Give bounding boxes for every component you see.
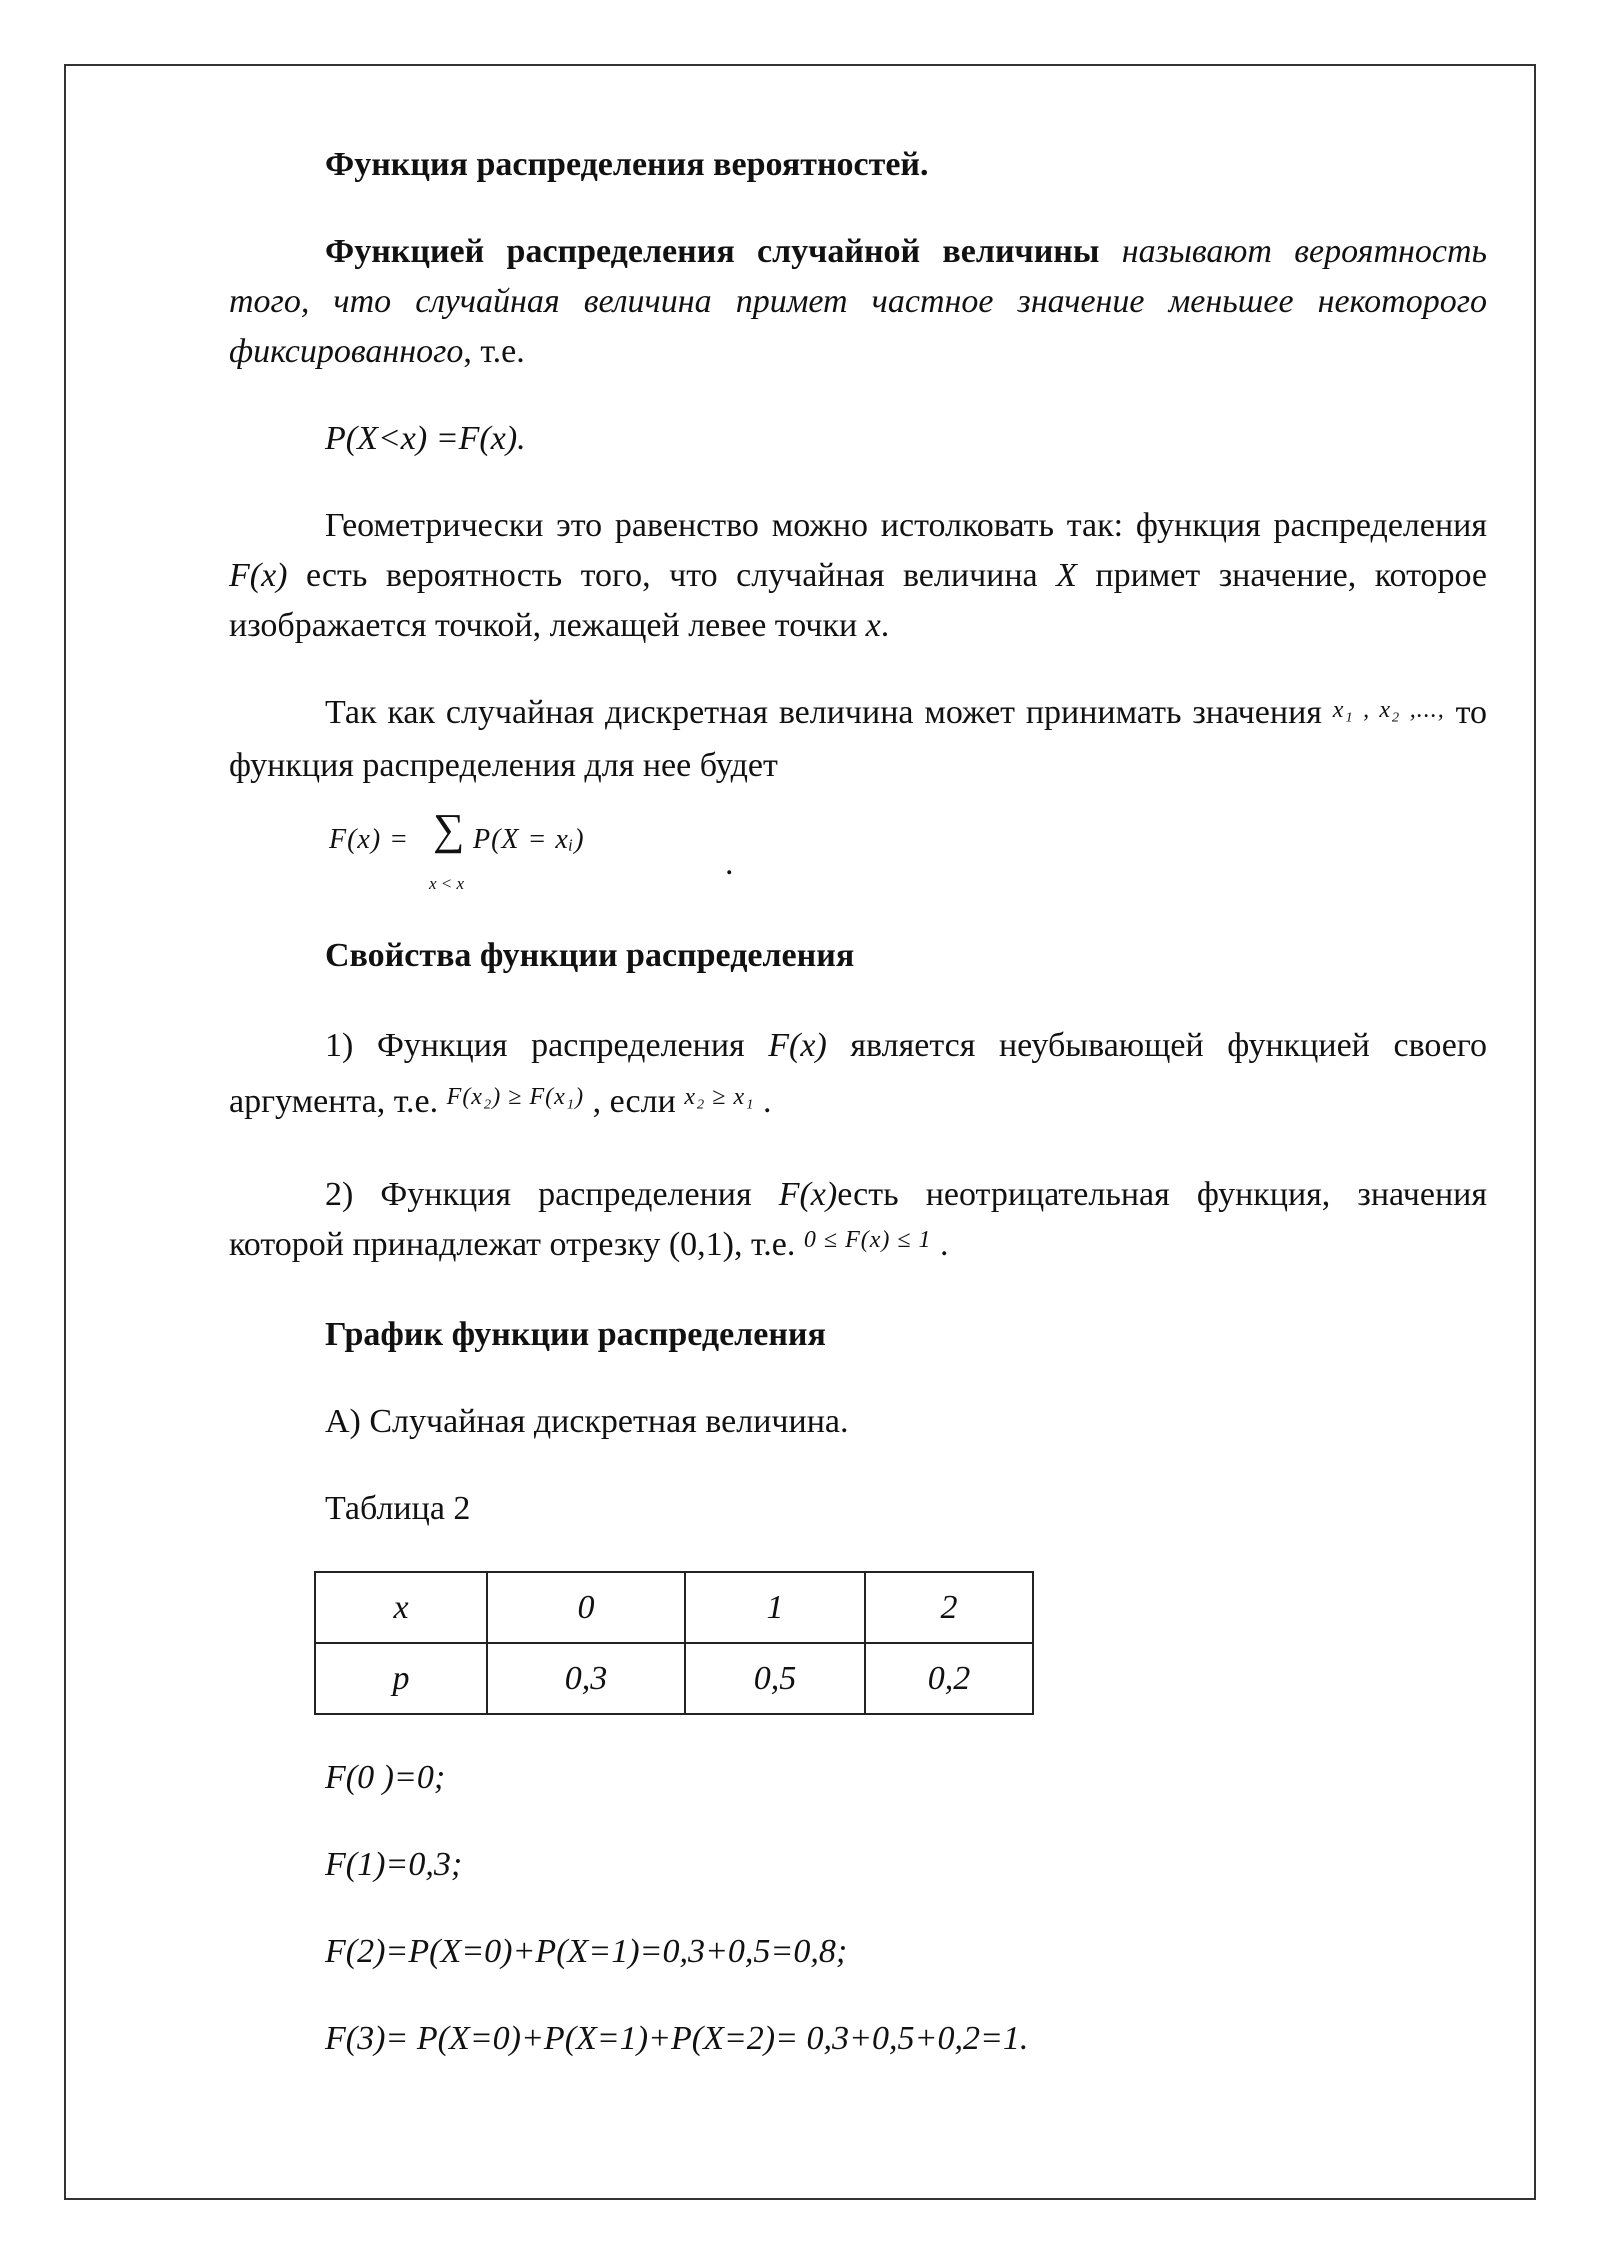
sum-formula-right: P(X = xᵢ)	[473, 824, 585, 855]
discrete-values: x₁ , x₂ ,...,	[1332, 697, 1445, 723]
geometric-paragraph	[229, 501, 1487, 651]
main-formula: P(X<x) =F(x).	[325, 420, 526, 457]
sum-formula-dot: .	[725, 845, 734, 882]
discrete-paragraph	[229, 688, 1487, 791]
prop1-text-3: , если	[584, 1083, 685, 1120]
prop2-number: 2)	[325, 1176, 354, 1213]
table-row	[315, 1643, 1033, 1714]
geom-text-2: есть вероятность того, что случайная величина	[287, 557, 1057, 594]
sum-formula-left: F(x) =	[329, 824, 410, 855]
prop2-text-1: Функция распределения	[353, 1176, 779, 1213]
definition-term: Функцией распределения случайной величины	[325, 233, 1100, 270]
prop2-text-2: есть неотрицательная функция, значения которой принадлежат отрезку (0,1), т.е.	[229, 1176, 1487, 1263]
definition-tail: , т.е.	[463, 333, 525, 370]
graph-heading: График функции распределения	[325, 1316, 826, 1353]
prop1-number: 1)	[325, 1027, 354, 1064]
sum-subscript: x < x	[429, 874, 465, 893]
page-title: Функция распределения вероятностей.	[325, 146, 929, 183]
definition-paragraph	[229, 227, 1487, 377]
discrete-text-1: Так как случайная дискретная величина может принимать значения	[325, 694, 1333, 731]
calc-line: F(3)= P(X=0)+P(X=1)+P(X=2)= 0,3+0,5+0,2=1.	[325, 2020, 1029, 2057]
prop1-text-1: Функция распределения	[353, 1027, 769, 1064]
distribution-table	[314, 1571, 1034, 1715]
table-row	[315, 1572, 1033, 1643]
case-a-label: А) Случайная дискретная величина.	[325, 1403, 849, 1440]
prop1-text-4: .	[754, 1083, 772, 1120]
table-cell: x	[315, 1572, 487, 1643]
prop2-fx: F(x)	[778, 1176, 838, 1213]
properties-heading: Свойства функции распределения	[325, 937, 855, 974]
table-cell: p	[315, 1643, 487, 1714]
calc-line: F(0 )=0;	[325, 1759, 446, 1796]
definition-text: называют вероятность того, что случайная величина примет частное значение меньшее некоторого фиксированного	[229, 233, 1487, 370]
table-cell: 0,3	[487, 1643, 685, 1714]
prop1-condition: x₂ ≥ x₁	[684, 1084, 755, 1110]
table-caption: Таблица 2	[325, 1490, 471, 1527]
geom-X: X	[1056, 557, 1077, 594]
property-2	[229, 1170, 1487, 1273]
prop2-text-3: .	[931, 1226, 949, 1263]
document-body	[229, 140, 1487, 2101]
prop1-text-2: является неубывающей функцией своего аргумента, т.е.	[229, 1027, 1487, 1120]
prop2-inequality: 0 ≤ F(x) ≤ 1	[803, 1227, 932, 1253]
table-cell: 0,5	[685, 1643, 865, 1714]
prop1-fx: F(x)	[768, 1027, 827, 1064]
geom-text-1: Геометрически это равенство можно истолковать так: функция распределения	[325, 507, 1487, 544]
geom-text-4: .	[880, 607, 890, 644]
property-1	[229, 1018, 1487, 1133]
geom-fx: F(x)	[229, 557, 288, 594]
calc-line: F(1)=0,3;	[325, 1846, 463, 1883]
sum-formula	[329, 805, 1487, 893]
table-cell: 0	[487, 1572, 685, 1643]
geom-text-3: примет значение, которое изображается точкой, лежащей левее точки	[229, 557, 1487, 644]
table-cell: 2	[865, 1572, 1033, 1643]
prop1-inequality: F(x₂) ≥ F(x₁)	[446, 1084, 585, 1110]
table-cell: 0,2	[865, 1643, 1033, 1714]
table-cell: 1	[685, 1572, 865, 1643]
geom-x: x	[865, 607, 881, 644]
discrete-text-2: то функция распределения для нее будет	[229, 694, 1487, 784]
calc-line: F(2)=P(X=0)+P(X=1)=0,3+0,5=0,8;	[325, 1933, 848, 1970]
sigma-symbol: ∑	[433, 805, 465, 854]
